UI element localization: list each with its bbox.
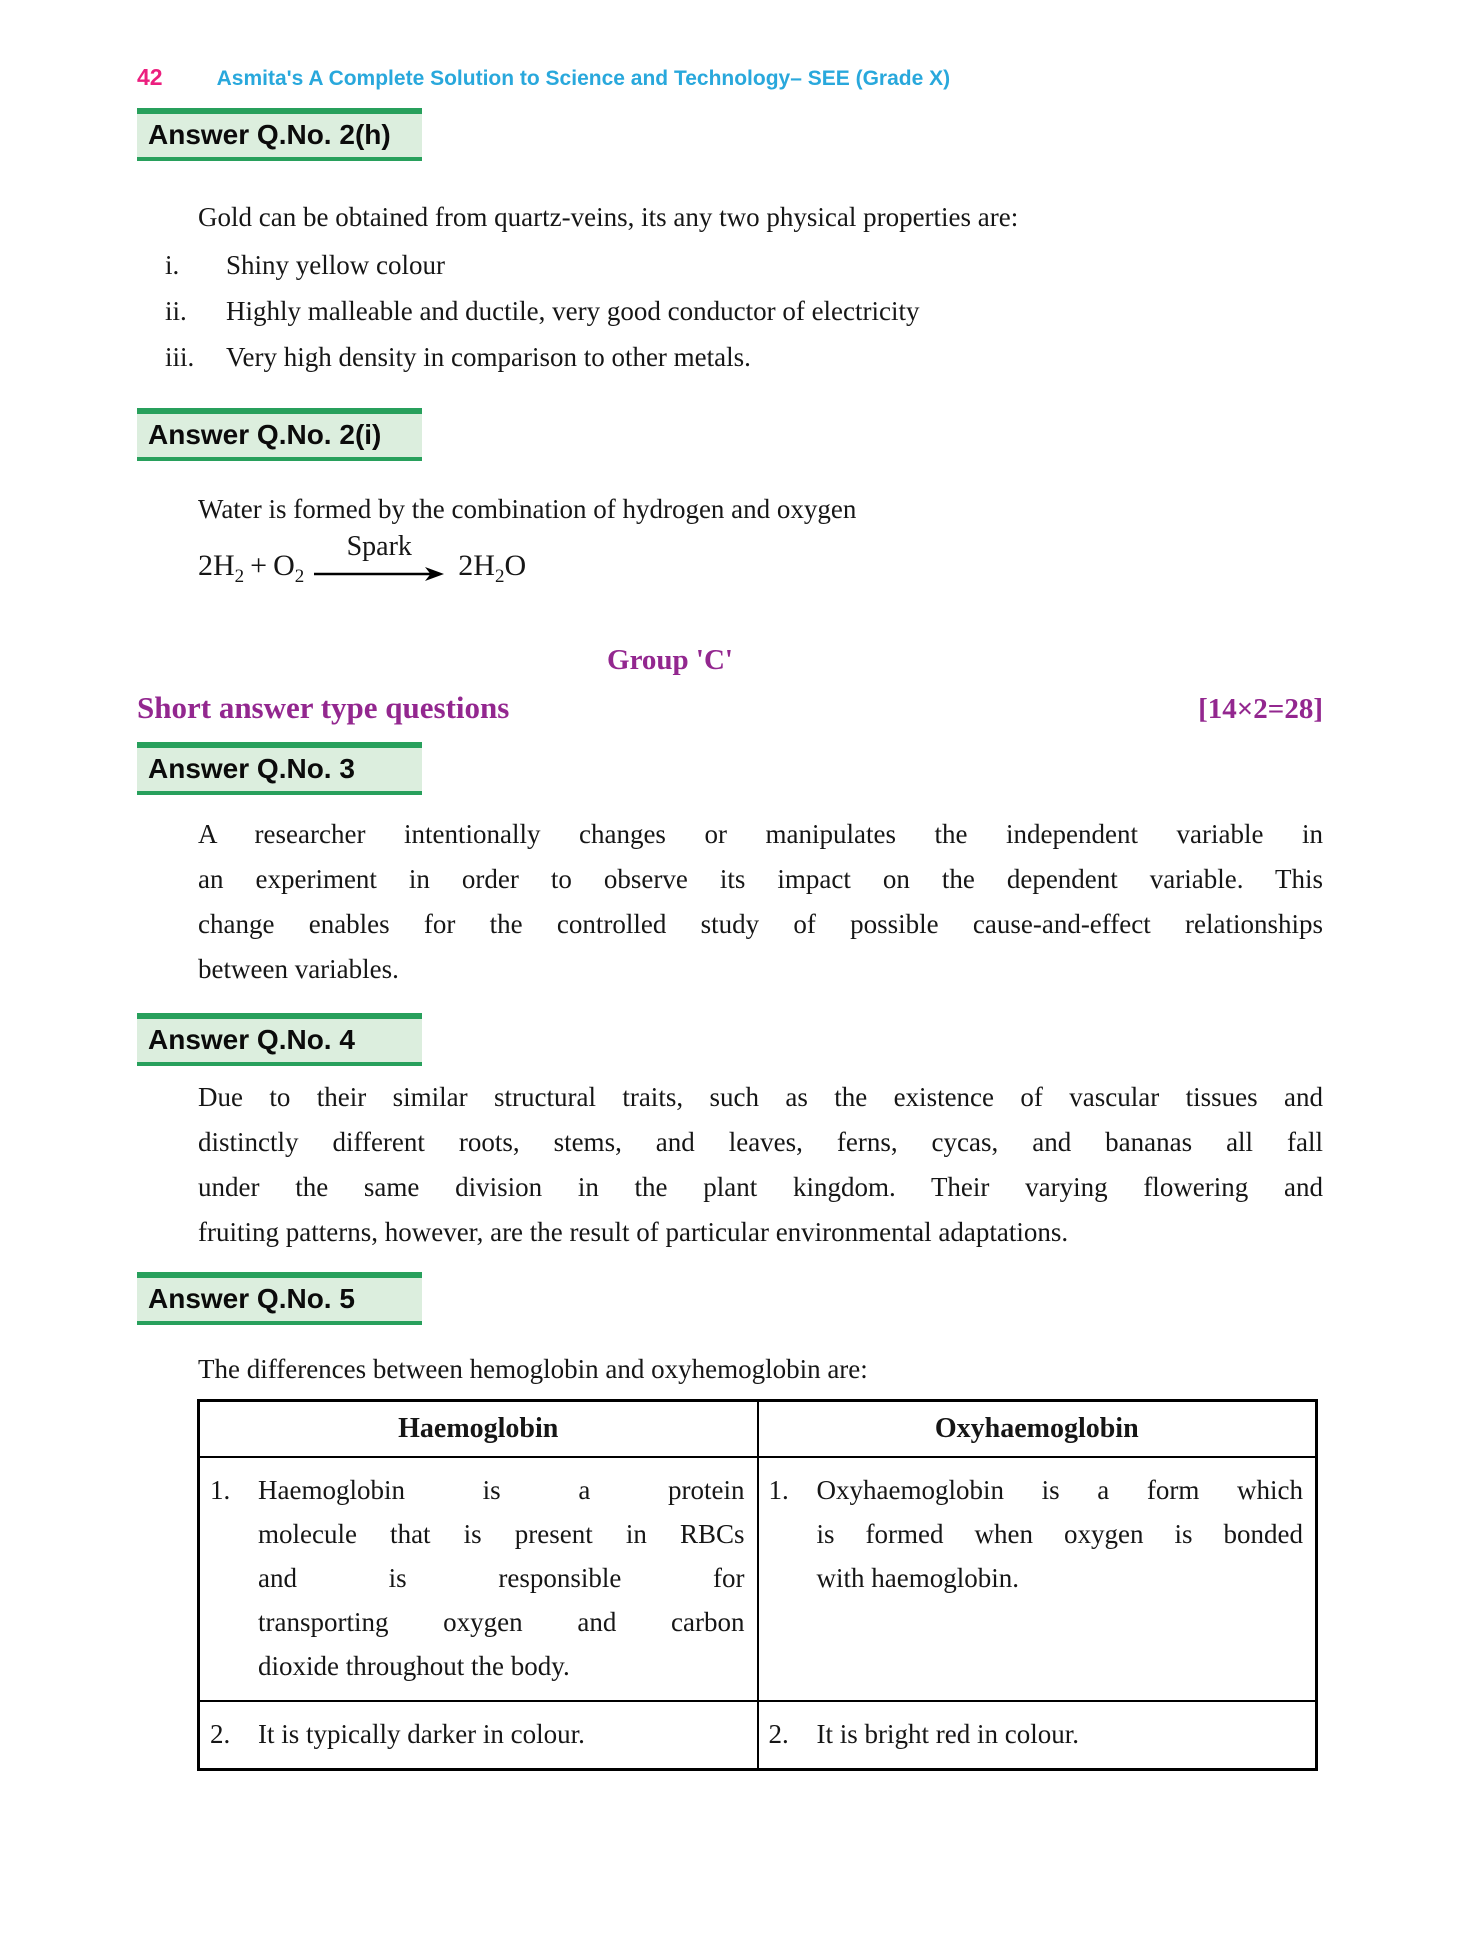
list-item bbox=[165, 335, 1323, 380]
list-text: Very high density in comparison to other metals. bbox=[226, 342, 751, 372]
answer-heading-5-label: Answer Q.No. 5 bbox=[148, 1283, 355, 1314]
page-header bbox=[137, 64, 1323, 91]
cell-text: It is bright red in colour. bbox=[816, 1719, 1079, 1749]
product-water: 2H bbox=[458, 549, 495, 582]
paragraph-line: an experiment in order to observe its impact on the dependent variable. This bbox=[198, 864, 1323, 894]
list-item bbox=[165, 243, 1323, 288]
list-item bbox=[165, 289, 1323, 334]
table-header-row bbox=[199, 1401, 1317, 1458]
answer-heading-2i-label: Answer Q.No. 2(i) bbox=[148, 419, 382, 450]
equation-reactants bbox=[198, 548, 305, 587]
marks-allocation: [14×2=28] bbox=[1198, 693, 1323, 725]
cell-number: 1. bbox=[210, 1475, 231, 1505]
answer-2i-intro: Water is formed by the combination of hydrogen and oxygen bbox=[198, 494, 857, 524]
group-c-heading: Group 'C' bbox=[607, 644, 733, 676]
answer-2h-intro: Gold can be obtained from quartz-veins, its any two physical properties are: bbox=[198, 202, 1019, 232]
answer-heading-4-label: Answer Q.No. 4 bbox=[148, 1024, 355, 1055]
table-cell-oxyhaemoglobin-2 bbox=[758, 1701, 1317, 1770]
cell-number: 2. bbox=[768, 1719, 789, 1749]
section-title-row bbox=[137, 688, 1323, 727]
paragraph-line: change enables for the controlled study of possible cause-and-effect relationships bbox=[198, 909, 1323, 939]
reactant-hydrogen: 2H bbox=[198, 549, 235, 582]
answer-3-paragraph bbox=[198, 812, 1323, 992]
cell-number: 1. bbox=[768, 1475, 789, 1505]
product-water-subscript: 2 bbox=[494, 566, 505, 587]
section-title: Short answer type questions bbox=[137, 690, 510, 725]
paragraph-line: under the same division in the plant kingdom. Their varying flowering and bbox=[198, 1172, 1323, 1202]
answer-heading-2h bbox=[137, 108, 422, 161]
table-cell-haemoglobin-1 bbox=[199, 1457, 758, 1701]
table-header-haemoglobin: Haemoglobin bbox=[199, 1401, 758, 1458]
table-row bbox=[199, 1457, 1317, 1701]
paragraph-line: distinctly different roots, stems, and leaves, ferns, cycas, and bananas all fall bbox=[198, 1127, 1323, 1157]
cell-text: Oxyhaemoglobin is a form which is formed when oxygen is bonded with haemoglobin. bbox=[816, 1475, 1303, 1593]
comparison-table bbox=[197, 1399, 1318, 1771]
list-text: Highly malleable and ductile, very good conductor of electricity bbox=[226, 296, 920, 326]
list-text: Shiny yellow colour bbox=[226, 250, 445, 280]
page-number: 42 bbox=[137, 64, 163, 90]
cell-text: It is typically darker in colour. bbox=[258, 1719, 585, 1749]
reaction-condition-label: Spark bbox=[346, 531, 412, 562]
cell-text: Haemoglobin is a protein molecule that is present in RBCs and is responsible for transporting oxygen and carbon dioxide throughout the body. bbox=[258, 1475, 745, 1681]
gold-properties-list bbox=[165, 243, 1323, 380]
table-row bbox=[199, 1701, 1317, 1770]
list-marker: ii. bbox=[165, 296, 187, 326]
right-arrow-icon bbox=[314, 565, 444, 582]
answer-heading-3 bbox=[137, 742, 422, 795]
table-header-oxyhaemoglobin: Oxyhaemoglobin bbox=[758, 1401, 1317, 1458]
book-header-title: Asmita's A Complete Solution to Science and Technology– SEE (Grade X) bbox=[216, 67, 951, 90]
answer-heading-3-label: Answer Q.No. 3 bbox=[148, 753, 355, 784]
table-cell-haemoglobin-2 bbox=[199, 1701, 758, 1770]
paragraph-line: between variables. bbox=[198, 954, 399, 984]
reaction-arrow bbox=[314, 532, 444, 582]
reactant-hydrogen-subscript: 2 bbox=[234, 566, 245, 587]
list-marker: iii. bbox=[165, 342, 195, 372]
answer-4-paragraph bbox=[198, 1075, 1323, 1255]
reactant-oxygen: O bbox=[273, 549, 295, 582]
reactant-oxygen-subscript: 2 bbox=[294, 566, 305, 587]
answer-heading-2i bbox=[137, 408, 422, 461]
chemical-equation bbox=[198, 531, 1323, 587]
plus-sign: + bbox=[250, 549, 268, 582]
answer-5-intro: The differences between hemoglobin and oxyhemoglobin are: bbox=[198, 1354, 868, 1384]
paragraph-line: Due to their similar structural traits, such as the existence of vascular tissues and bbox=[198, 1082, 1323, 1112]
cell-number: 2. bbox=[210, 1719, 231, 1749]
paragraph-line: A researcher intentionally changes or manipulates the independent variable in bbox=[198, 819, 1323, 849]
answer-heading-2h-label: Answer Q.No. 2(h) bbox=[148, 119, 391, 150]
product-water-oxygen: O bbox=[504, 549, 527, 582]
answer-heading-4 bbox=[137, 1013, 422, 1066]
answer-heading-5 bbox=[137, 1272, 422, 1325]
list-marker: i. bbox=[165, 250, 180, 280]
table-cell-oxyhaemoglobin-1 bbox=[758, 1457, 1317, 1701]
paragraph-line: fruiting patterns, however, are the result of particular environmental adaptations. bbox=[198, 1217, 1069, 1247]
equation-product bbox=[458, 548, 527, 587]
